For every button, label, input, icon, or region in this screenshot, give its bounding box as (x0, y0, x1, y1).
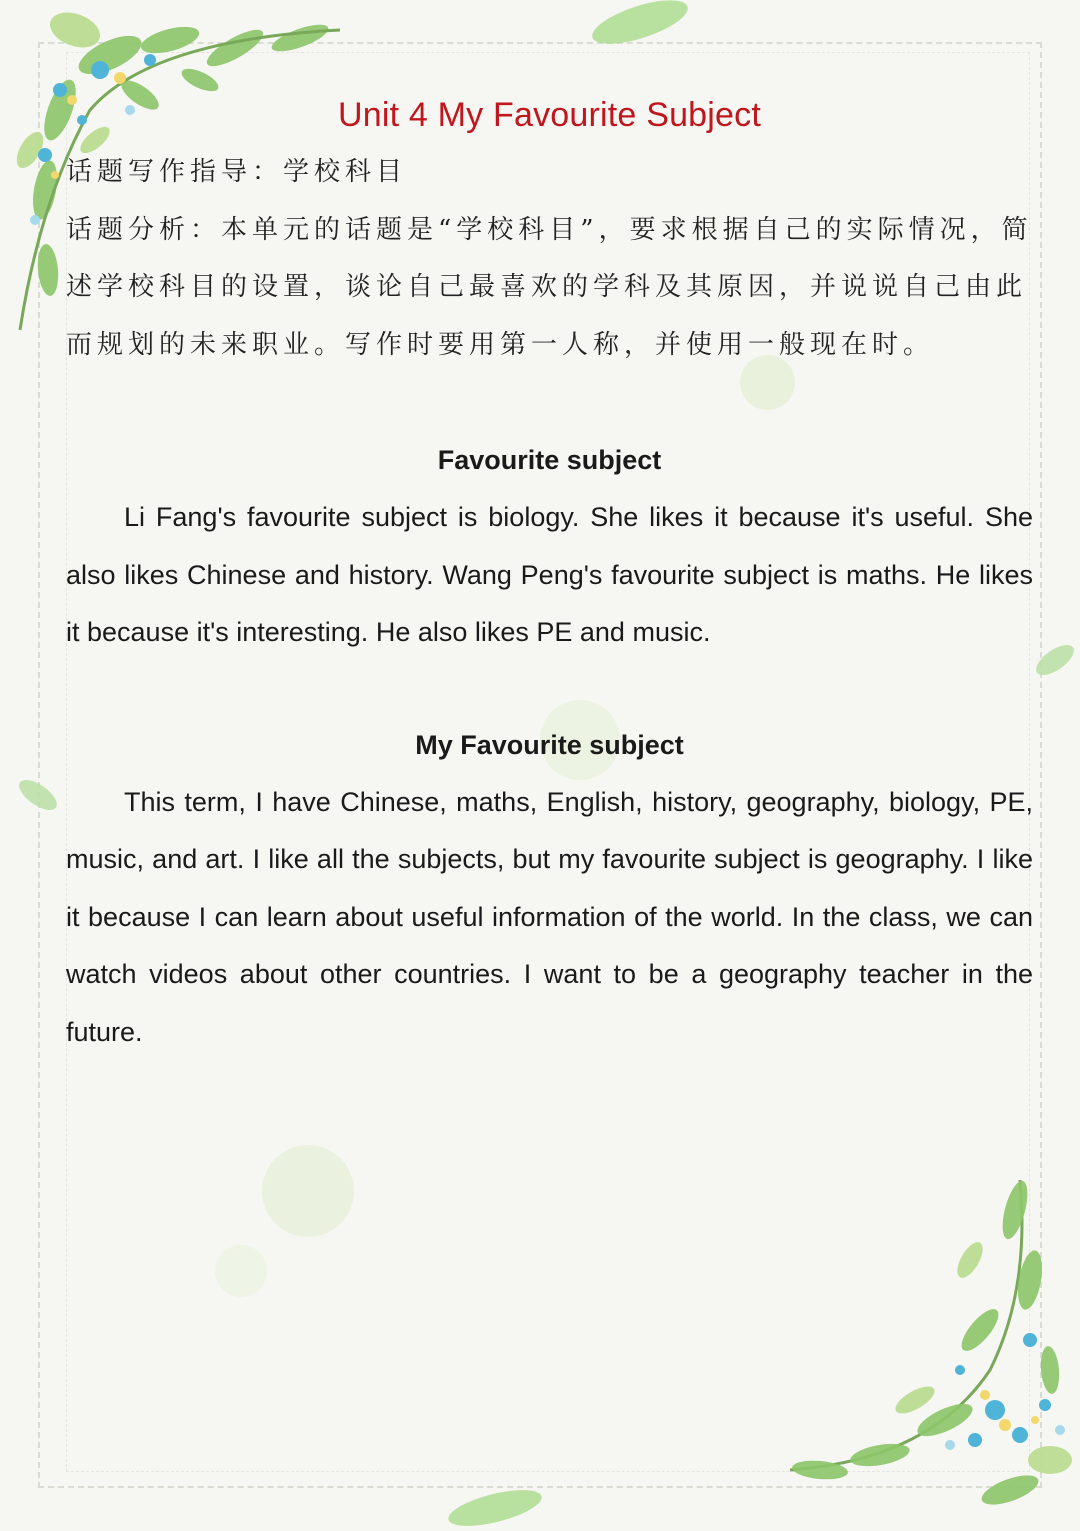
guide-heading: 话题写作指导：学校科目 (66, 157, 408, 187)
leaf-icon (440, 1480, 550, 1531)
topic-analysis: 话题分析：本单元的话题是“学校科目”，要求根据自己的实际情况，简述学校科目的设置，谈论自己最喜欢的学科及其原因，并说说自己由此而规划的未来职业。写作时要用第一人称，并使用一般现在时。 (66, 214, 1033, 360)
document-body (66, 90, 1033, 1061)
leaf-icon (10, 765, 60, 825)
floral-vine-icon (730, 1170, 1080, 1531)
leaf-icon (585, 0, 695, 48)
essay-heading: My Favourite subject (415, 729, 684, 760)
essay-body: This term, I have Chinese, maths, English, history, geography, biology, PE, music, and art. I like all the subjects, but my favourite subject is geography. I like it because I can learn about useful information of the world. In the class, we can watch videos about other countries. I want to be a geography teacher in the future. (66, 786, 1033, 1047)
background-dot (215, 1245, 267, 1297)
leaf-icon (1030, 630, 1080, 690)
essay-body: Li Fang's favourite subject is biology. She likes it because it's useful. She also likes Chinese and history. Wang Peng's favourite subject is maths. He likes it because it's interesting. He also likes PE and music. (66, 502, 1033, 647)
background-dot (262, 1145, 354, 1237)
essay-heading: Favourite subject (437, 445, 662, 475)
page-title: Unit 4 My Favourite Subject (337, 96, 761, 134)
